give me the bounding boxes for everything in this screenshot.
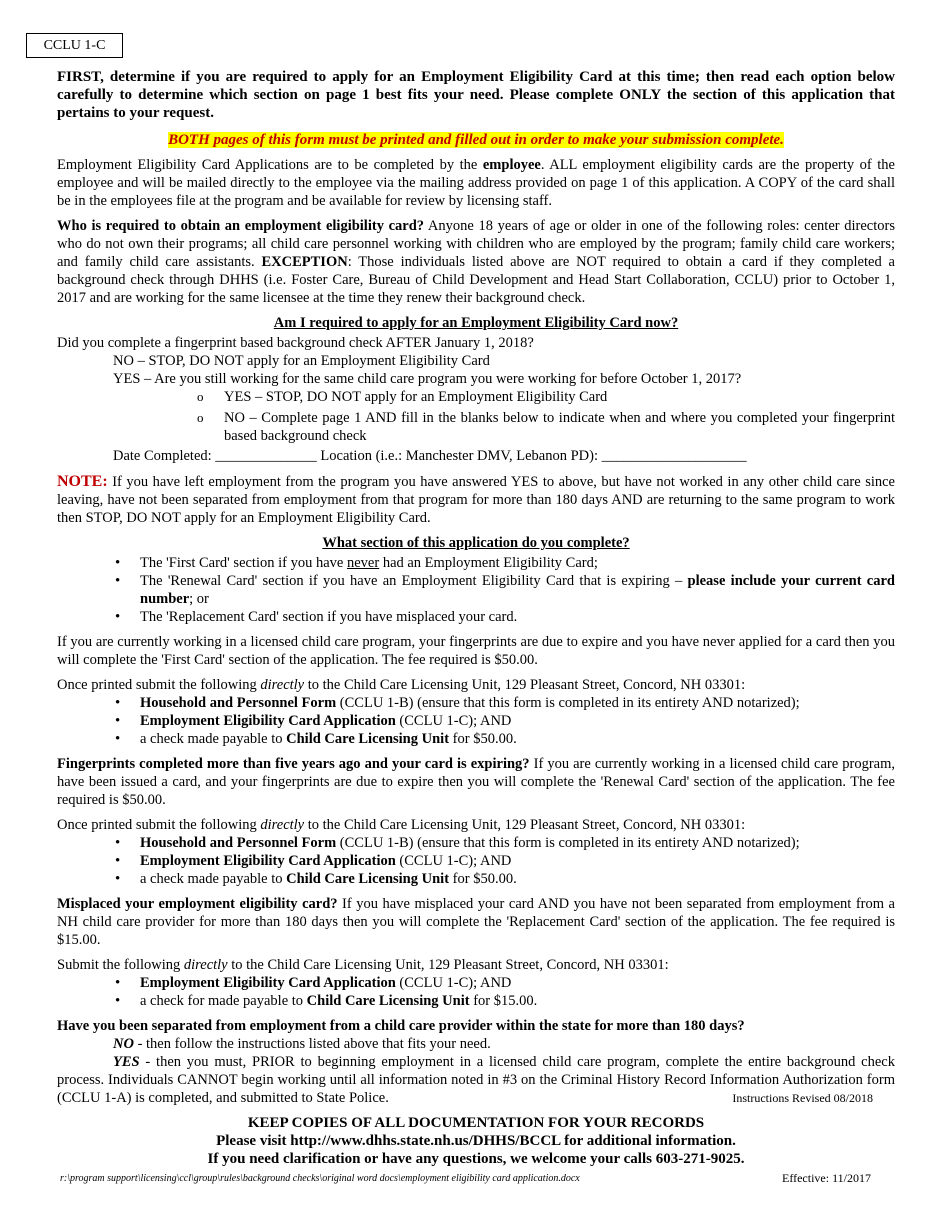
first-card-paragraph: If you are currently working in a licensed child care program, your fingerprints are due to expire and you have never applied for a card then you will complete the 'First Card' section of the application. The fee required is $50.00.: [57, 634, 895, 668]
answer-no: NO – STOP, DO NOT apply for an Employment Eligibility Card: [113, 353, 490, 369]
submit-list-1: [57, 694, 895, 748]
separated-question: Have you been separated from employment from a child care provider within the state for more than 180 days?: [57, 1018, 745, 1034]
list-item: • a check for made payable to Child Care Licensing Unit for $15.00.: [113, 992, 895, 1010]
sub-answers: [57, 388, 895, 445]
note-paragraph: NOTE: If you have left employment from the program you have answered YES to above, but have not worked in any other child care since leaving, have not been separated from employment from that program for more than 180 days AND are returning to the same program to work then STOP, DO NOT apply for an Employment Eligibility Card.: [57, 473, 895, 526]
list-item: • Household and Personnel Form (CCLU 1-B) (ensure that this form is completed in its entirety AND notarized);: [113, 694, 895, 712]
footer-block: [57, 1114, 895, 1168]
separated-yes: YES - then you must, PRIOR to beginning employment in a licensed child care program, complete the entire background check process. Individuals CANNOT begin working until all information noted in #3 on the Criminal History Record Information Authorization form (CCLU 1-A) is completed, and submitted to State Police. Instructions Revised 08/2018: [57, 1054, 895, 1106]
list-item: • a check made payable to Child Care Licensing Unit for $50.00.: [113, 730, 895, 748]
employee-paragraph: Employment Eligibility Card Applications are to be completed by the employee. ALL employment eligibility cards are the property of the employee and will be mailed directly to the employee via the mailing address provided on page 1 of this application. A COPY of the card shall be in the employees file at the program and be available for review by licensing staff.: [57, 157, 895, 209]
intro-paragraph: FIRST, determine if you are required to apply for an Employment Eligibility Card at this time; then read each option below carefully to determine which section on page 1 best fits your need. Please complete ONLY the section of this application that pertains to your request.: [57, 69, 895, 121]
list-item: • a check made payable to Child Care Licensing Unit for $50.00.: [113, 870, 895, 888]
footer-phone: If you need clarification or have any questions, we welcome your calls 603-271-9025.: [207, 1151, 745, 1167]
heading-required-now: Am I required to apply for an Employment Eligibility Card now?: [273, 315, 679, 331]
list-item: • The 'Renewal Card' section if you have an Employment Eligibility Card that is expiring – please include your current card number; or: [113, 572, 895, 608]
sub-answer-no: o NO – Complete page 1 AND fill in the blanks below to indicate when and where you completed your fingerprint based background check: [197, 409, 895, 445]
misplaced-paragraph: Misplaced your employment eligibility card? If you have misplaced your card AND you have not been separated from employment from a NH child care provider for more than 180 days then you will complete the 'Replacement Card' section of the application. The fee required is $15.00.: [57, 896, 895, 948]
effective-date: Effective: 11/2017: [782, 1171, 871, 1185]
submit-instructions-1: Once printed submit the following directly to the Child Care Licensing Unit, 129 Pleasant Street, Concord, NH 03301:: [57, 677, 746, 693]
list-item: • The 'First Card' section if you have never had an Employment Eligibility Card;: [113, 554, 895, 572]
heading-which-section: What section of this application do you complete?: [322, 535, 630, 551]
renewal-paragraph: Fingerprints completed more than five years ago and your card is expiring? If you are currently working in a licensed child care program, have been issued a card, and your fingerprints are due to expire then you will complete the 'Renewal Card' section of the application. The fee required is $50.00.: [57, 756, 895, 808]
submit-list-3: [57, 974, 895, 1010]
question-fingerprint: Did you complete a fingerprint based background check AFTER January 1, 2018?: [57, 335, 534, 351]
separated-no: NO - then follow the instructions listed above that fits your need.: [113, 1036, 491, 1052]
date-location-line: Date Completed: ______________ Location (i.e.: Manchester DMV, Lebanon PD): ____________________: [113, 448, 747, 464]
list-item: • Employment Eligibility Card Application (CCLU 1-C); AND: [113, 712, 895, 730]
submit-instructions-3: Submit the following directly to the Child Care Licensing Unit, 129 Pleasant Street, Concord, NH 03301:: [57, 957, 669, 973]
answer-yes: YES – Are you still working for the same child care program you were working for before October 1, 2017?: [113, 371, 742, 387]
list-item: • Employment Eligibility Card Application (CCLU 1-C); AND: [113, 852, 895, 870]
section-list: [57, 554, 895, 626]
highlight-notice: BOTH pages of this form must be printed and filled out in order to make your submission complete.: [168, 132, 784, 148]
submit-list-2: [57, 834, 895, 888]
list-item: • Household and Personnel Form (CCLU 1-B) (ensure that this form is completed in its entirety AND notarized);: [113, 834, 895, 852]
revised-date: Instructions Revised 08/2018: [732, 1091, 873, 1105]
submit-instructions-2: Once printed submit the following directly to the Child Care Licensing Unit, 129 Pleasant Street, Concord, NH 03301:: [57, 817, 746, 833]
file-path: r:\program support\licensing\ccl\group\rules\background checks\original word docs\employment eligibility card application.docx: [60, 1173, 580, 1184]
sub-answer-yes: o YES – STOP, DO NOT apply for an Employment Eligibility Card: [197, 388, 895, 406]
list-item: • The 'Replacement Card' section if you have misplaced your card.: [113, 608, 895, 626]
list-item: • Employment Eligibility Card Application (CCLU 1-C); AND: [113, 974, 895, 992]
form-id-badge: CCLU 1-C: [26, 33, 123, 58]
footer-keep-copies: KEEP COPIES OF ALL DOCUMENTATION FOR YOUR RECORDS: [247, 1115, 705, 1131]
who-required-paragraph: Who is required to obtain an employment eligibility card? Anyone 18 years of age or older in one of the following roles: center directors who do not own their programs; all child care personnel working with children who are employed by the program; family child care workers; and family child care assistants. EXCEPTION: Those individuals listed above are NOT required to obtain a card if they completed a background check through DHHS (i.e. Foster Care, Bureau of Child Development and Head Start Collaboration, CCLU) prior to October 1, 2017 and are working for the same licensee at the time they renew their background check.: [57, 218, 895, 306]
instructions-page: [57, 68, 895, 1168]
footer-website: Please visit http://www.dhhs.state.nh.us/DHHS/BCCL for additional information.: [216, 1133, 736, 1149]
